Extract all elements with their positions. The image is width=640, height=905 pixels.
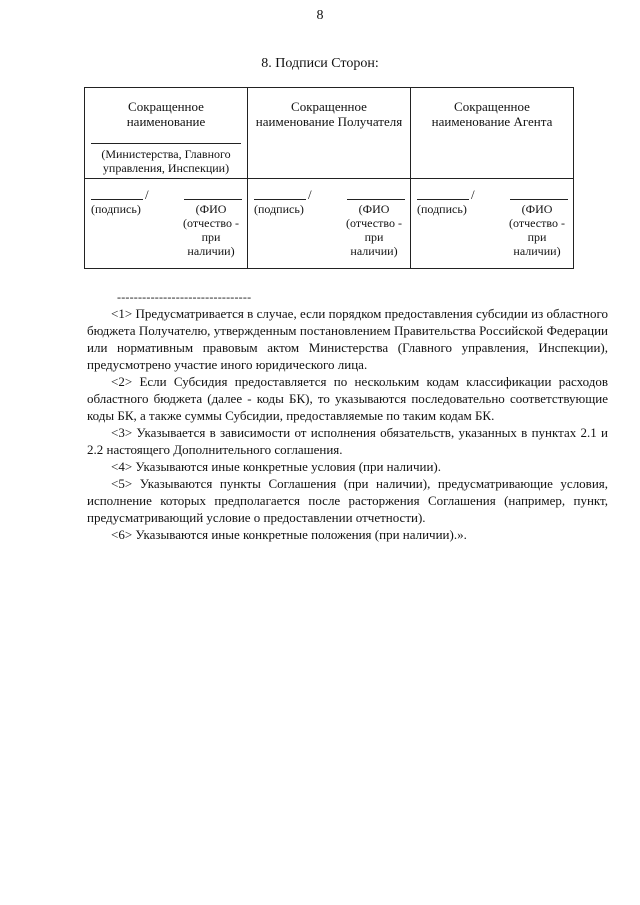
signature-label: (подпись): [417, 202, 467, 216]
footnote-3: <3> Указывается в зависимости от исполнения обязательств, указанных в пунктах 2.1 и 2.2 настоящего Дополнительного соглашения.: [87, 425, 608, 457]
table-header-row: [85, 88, 574, 179]
footnotes: [87, 305, 608, 543]
signature-cell-ministry: [85, 179, 248, 269]
fio-line: [510, 199, 568, 200]
party-ministry-underline: [91, 142, 241, 144]
party-recipient-header: [248, 88, 411, 179]
fio-label: (ФИО (отчество - при наличии): [183, 202, 239, 258]
signature-label: (подпись): [254, 202, 304, 216]
party-recipient-name: Сокращенное наименование Получателя: [255, 99, 403, 129]
signature-slash: /: [471, 187, 475, 202]
footnote-divider: --------------------------------: [117, 290, 252, 304]
fio-line: [347, 199, 405, 200]
footnote-5: <5> Указываются пункты Соглашения (при наличии), предусматривающие условия, исполнение которых предполагается после расторжения Соглашения (например, пункт, предусматривающий условие о предоставлении отчетности).: [87, 476, 608, 525]
footnote-6: <6> Указываются иные конкретные положения (при наличии).».: [111, 527, 467, 542]
signature-slash: /: [308, 187, 312, 202]
signature-cell-recipient: [248, 179, 411, 269]
signature-label: (подпись): [91, 202, 141, 216]
party-ministry-note: (Министерства, Главного управления, Инспекции): [101, 147, 231, 175]
footnote-4: <4> Указываются иные конкретные условия (при наличии).: [111, 459, 442, 474]
party-agent-name: Сокращенное наименование Агента: [431, 99, 553, 129]
section-title: 8. Подписи Сторон:: [261, 56, 379, 71]
party-agent-header: [411, 88, 574, 179]
table-signature-row: [85, 179, 574, 269]
signature-line: [91, 199, 143, 200]
fio-label: (ФИО (отчество - при наличии): [509, 202, 565, 258]
footnote-2: <2> Если Субсидия предоставляется по нескольким кодам классификации расходов областного бюджета (далее - коды БК), то указываются последовательно соответствующие коды БК, а также суммы Субсидии, предоставляемые по таким кодам БК.: [87, 374, 608, 423]
fio-line: [184, 199, 242, 200]
footnotes-list: [87, 305, 608, 543]
footnote-1: <1> Предусматривается в случае, если порядком предоставления субсидии из областного бюджета Получателю, утвержденным постановлением Правительства Российской Федерации или нормативным правовым актом Министерства (Главного управления, Инспекции), предусмотрено участие иного юридического лица.: [87, 306, 608, 372]
signature-line: [254, 199, 306, 200]
fio-label: (ФИО (отчество - при наличии): [346, 202, 402, 258]
party-ministry-name: Сокращенное наименование: [126, 99, 206, 129]
signature-line: [417, 199, 469, 200]
page-number: 8: [316, 8, 324, 23]
party-ministry-header: [85, 88, 248, 179]
signatures-table: [84, 87, 574, 269]
signature-cell-agent: [411, 179, 574, 269]
signature-slash: /: [145, 187, 149, 202]
